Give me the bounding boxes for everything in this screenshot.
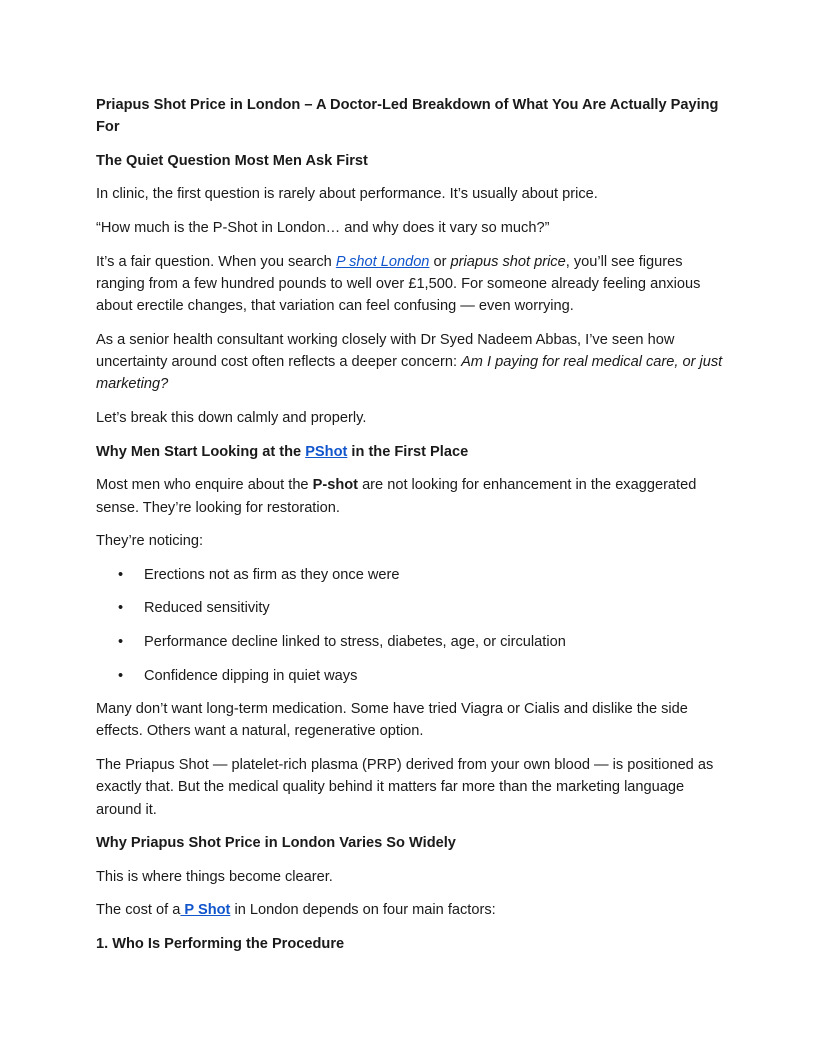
document-title: Priapus Shot Price in London – A Doctor-Led Breakdown of What You Are Actually Paying For (96, 97, 719, 136)
bullet-icon: • (118, 566, 124, 583)
paragraph-fair-question (96, 251, 726, 318)
list-item-text: Reduced sensitivity (144, 600, 270, 617)
list-item (96, 631, 726, 653)
paragraph-cost-factors (96, 899, 726, 921)
paragraph-prp: The Priapus Shot — platelet-rich plasma (PRP) derived from your own blood — is positioned as exactly that. But the medical quality behind it matters far more than the marketing language around it. (96, 756, 714, 818)
heading-segment: Why Men Start Looking at the (96, 443, 306, 460)
paragraph-first-question: In clinic, the first question is rarely about performance. It’s usually about price. (96, 186, 598, 203)
paragraph-restoration (96, 474, 726, 519)
list-item-text: Erections not as firm as they once were (144, 566, 400, 583)
p-shot-london-link[interactable]: P shot London (335, 253, 430, 270)
section-heading-why-men (96, 441, 726, 463)
paragraph-quote: “How much is the P-Shot in London… and why does it vary so much?” (96, 220, 550, 237)
subheading-who-performs: 1. Who Is Performing the Procedure (96, 935, 345, 952)
text-segment: are not looking for enhancement in the exaggerated sense. They’re looking for restoration. (96, 477, 697, 516)
bullet-icon: • (118, 633, 124, 650)
text-segment: The cost of a (96, 902, 181, 919)
list-item (96, 597, 726, 619)
list-item-text: Performance decline linked to stress, diabetes, age, or circulation (144, 633, 566, 650)
bullet-icon: • (118, 600, 124, 617)
text-segment: in London depends on four main factors: (230, 902, 496, 919)
list-item (96, 665, 726, 687)
paragraph-consultant (96, 329, 726, 396)
text-segment: As a senior health consultant working closely with Dr Syed Nadeem Abbas, I’ve seen how uncertainty around cost often reflects a deeper concern: (96, 331, 675, 371)
text-segment: It’s a fair question. When you search (96, 253, 336, 270)
section-heading-price-varies: Why Priapus Shot Price in London Varies So Widely (96, 835, 456, 852)
text-segment: or (429, 253, 451, 270)
text-segment: Most men who enquire about the (96, 477, 313, 494)
paragraph-break-down: Let’s break this down calmly and properly. (96, 410, 367, 427)
list-item-text: Confidence dipping in quiet ways (144, 667, 358, 684)
heading-segment: in the First Place (347, 443, 469, 460)
pshot-link[interactable]: PShot (305, 443, 348, 460)
italic-priapus-shot-price: priapus shot price (450, 253, 566, 270)
paragraph-medication: Many don’t want long-term medication. Some have tried Viagra or Cialis and dislike the side effects. Others want a natural, regenerative option. (96, 701, 688, 740)
p-shot-link[interactable]: P Shot (180, 902, 231, 919)
document-page (96, 94, 726, 967)
section-heading-quiet-question: The Quiet Question Most Men Ask First (96, 152, 368, 169)
bold-p-shot: P-shot (312, 477, 359, 494)
paragraph-clearer: This is where things become clearer. (96, 868, 333, 885)
list-item (96, 564, 726, 586)
italic-question: Am I paying for real medical care, or just marketing? (96, 354, 723, 393)
bullet-icon: • (118, 667, 124, 684)
symptom-list (96, 564, 726, 687)
paragraph-noticing: They’re noticing: (96, 533, 204, 550)
text-segment: , you’ll see figures ranging from a few hundred pounds to well over £1,500. For someone already feeling anxious about erectile changes, that variation can feel confusing — even worrying. (96, 253, 701, 315)
